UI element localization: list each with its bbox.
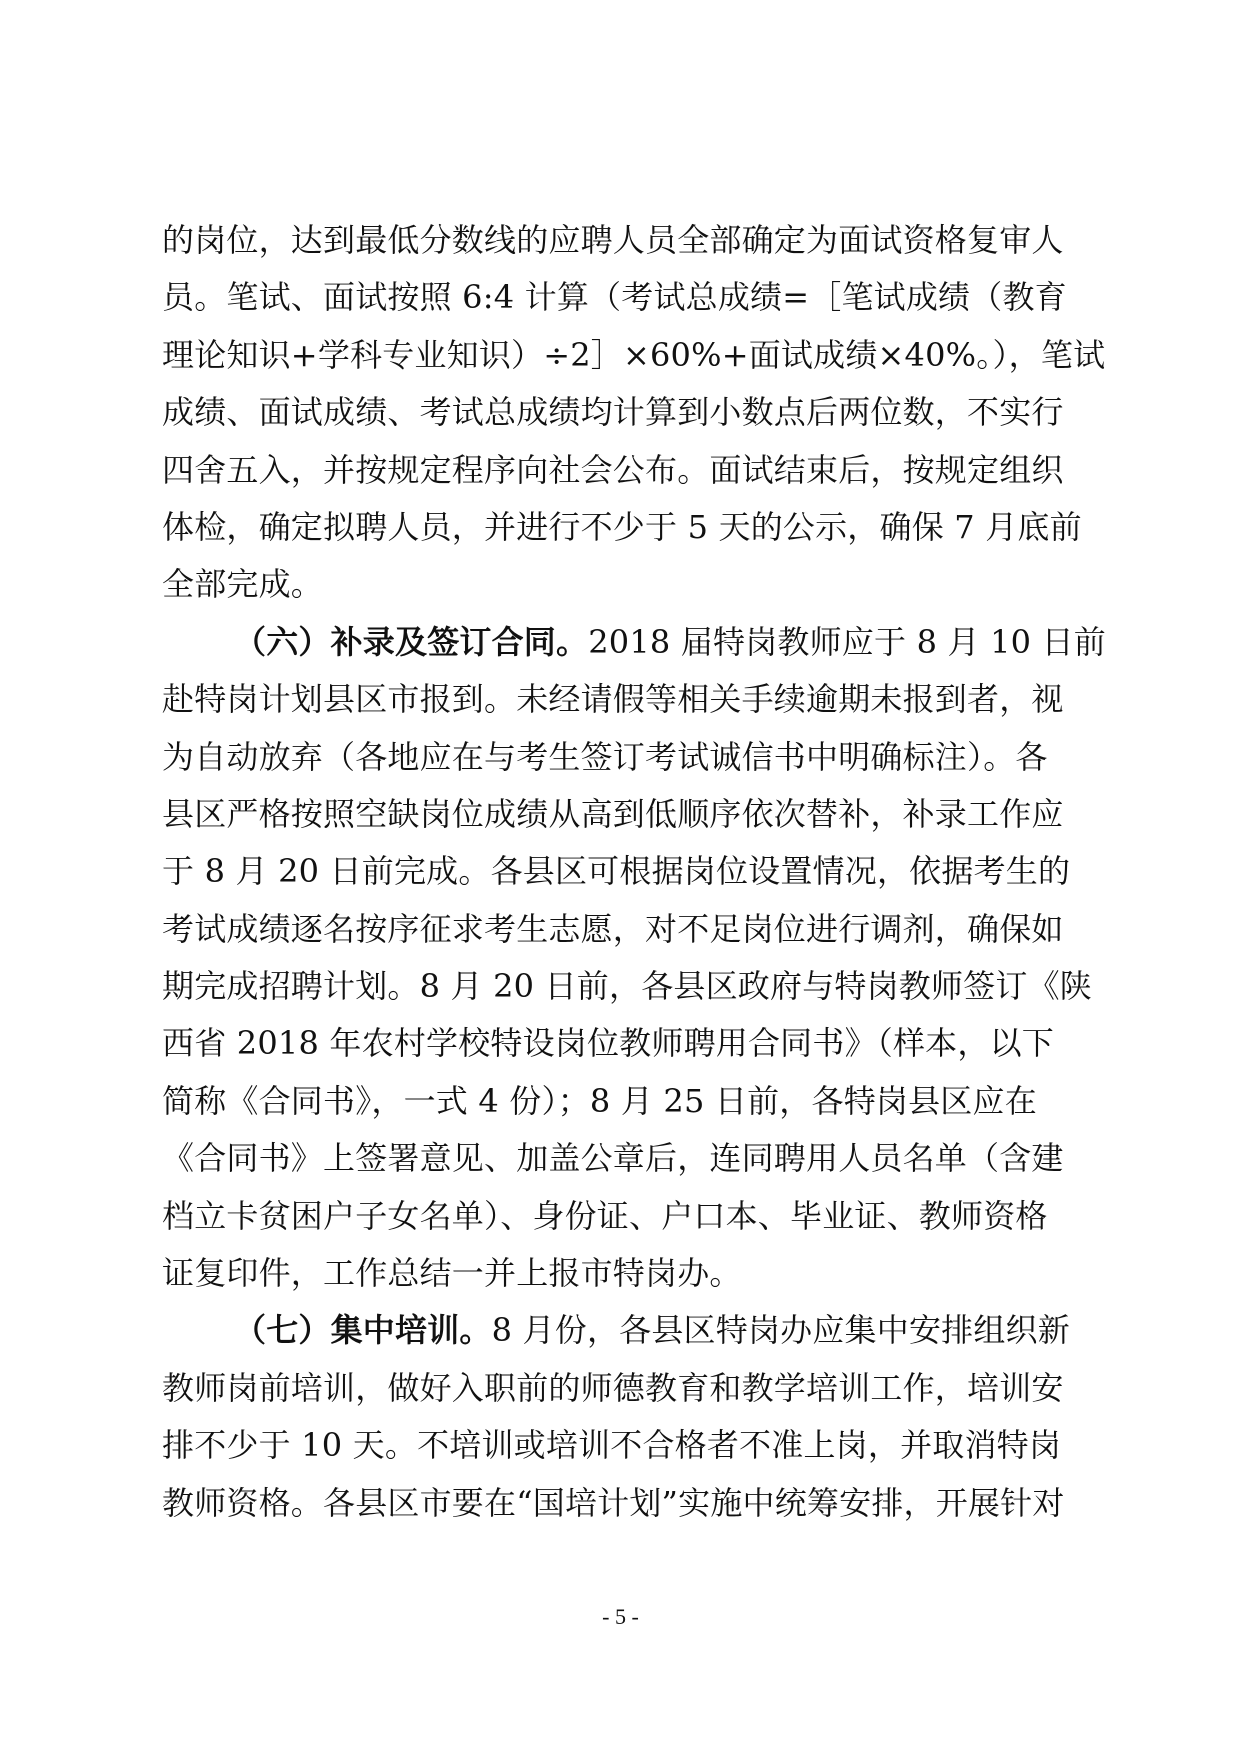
- text-line: 教师资格。各县区市要在“国培计划”实施中统筹安排，开展针对: [162, 1483, 1065, 1522]
- text-line: 理论知识+学科专业知识）÷2］×60%+面试成绩×40%。），笔试: [162, 335, 1106, 374]
- section-7-heading: （七）集中培训。: [234, 1311, 492, 1350]
- text-line: 期完成招聘计划。8 月 20 日前，各县区政府与特岗教师签订《陕: [162, 967, 1092, 1006]
- section-7-text: 8 月份，各县区特岗办应集中安排组织新: [491, 1311, 1070, 1350]
- section-6-text: 2018 届特岗教师应于 8 月 10 日前: [588, 622, 1106, 661]
- text-line: 成绩、面试成绩、考试总成绩均计算到小数点后两位数，不实行: [162, 393, 1064, 432]
- text-line: 档立卡贫困户子女名单）、身份证、户口本、毕业证、教师资格: [162, 1196, 1048, 1235]
- document-body: [162, 212, 1106, 1532]
- text-line: 体检，确定拟聘人员，并进行不少于 5 天的公示，确保 7 月底前: [162, 507, 1082, 546]
- page-number: - 5 -: [602, 1604, 639, 1629]
- text-line: 证复印件，工作总结一并上报市特岗办。: [162, 1254, 742, 1293]
- text-line: 教师岗前培训，做好入职前的师德教育和教学培训工作，培训安: [162, 1368, 1064, 1407]
- text-line: 四舍五入，并按规定程序向社会公布。面试结束后，按规定组织: [162, 450, 1064, 489]
- text-line: 《合同书》上签署意见、加盖公章后，连同聘用人员名单（含建: [162, 1139, 1064, 1178]
- text-line: 全部完成。: [162, 565, 324, 604]
- text-line: 的岗位，达到最低分数线的应聘人员全部确定为面试资格复审人: [162, 221, 1064, 259]
- text-line: 员。笔试、面试按照 6:4 计算（考试总成绩=［笔试成绩（教育: [162, 278, 1067, 317]
- text-line: 为自动放弃（各地应在与考生签订考试诚信书中明确标注）。各: [162, 737, 1048, 776]
- text-line: 赴特岗计划县区市报到。未经请假等相关手续逾期未报到者，视: [162, 680, 1064, 719]
- text-line: 排不少于 10 天。不培训或培训不合格者不准上岗，并取消特岗: [162, 1426, 1062, 1465]
- text-line: 考试成绩逐名按序征求考生志愿，对不足岗位进行调剂，确保如: [162, 909, 1064, 948]
- text-line: 简称《合同书》，一式 4 份）；8 月 25 日前，各特岗县区应在: [162, 1081, 1037, 1120]
- section-6-first-line: [162, 614, 1106, 671]
- text-line: 县区严格按照空缺岗位成绩从高到低顺序依次替补，补录工作应: [162, 794, 1064, 833]
- section-7-first-line: [162, 1302, 1082, 1359]
- text-line: 西省 2018 年农村学校特设岗位教师聘用合同书》（样本，以下: [162, 1024, 1054, 1063]
- text-line: 于 8 月 20 日前完成。各县区可根据岗位设置情况，依据考生的: [162, 852, 1071, 891]
- section-6-heading: （六）补录及签订合同。: [234, 622, 589, 661]
